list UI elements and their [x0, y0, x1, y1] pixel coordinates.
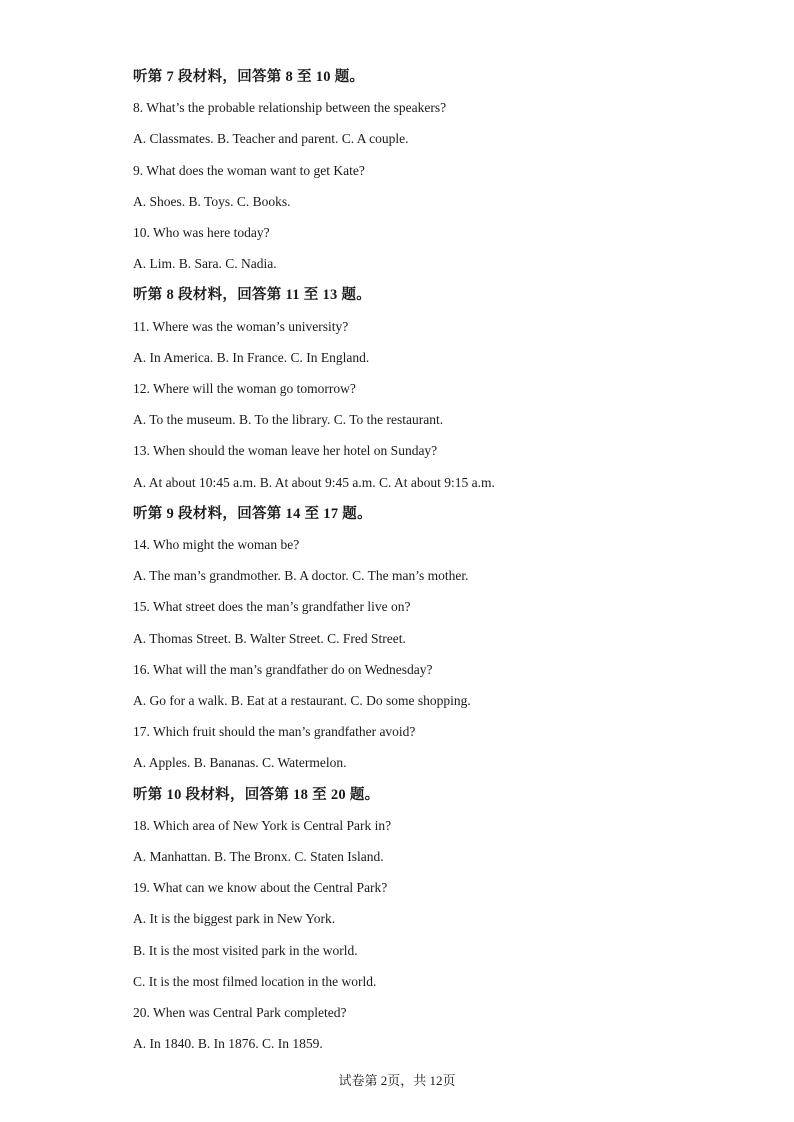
- question-line: 15. What street does the man’s grandfather live on?: [133, 599, 411, 614]
- question-line: 19. What can we know about the Central Park?: [133, 880, 388, 895]
- question-line: 16. What will the man’s grandfather do on Wednesday?: [133, 662, 433, 677]
- question-line: 17. Which fruit should the man’s grandfather avoid?: [133, 724, 416, 739]
- section-heading: 听第 9 段材料，回答第 14 至 17 题。: [133, 506, 372, 522]
- section-heading: 听第 8 段材料，回答第 11 至 13 题。: [133, 287, 372, 303]
- question-line: 18. Which area of New York is Central Park in?: [133, 818, 392, 833]
- options-line: A. In 1840. B. In 1876. C. In 1859.: [133, 1036, 323, 1051]
- options-line: A. Thomas Street. B. Walter Street. C. Fred Street.: [133, 631, 406, 646]
- section-heading: 听第 10 段材料，回答第 18 至 20 题。: [133, 787, 380, 803]
- options-line: C. It is the most filmed location in the world.: [133, 974, 377, 989]
- options-line: A. It is the biggest park in New York.: [133, 911, 336, 926]
- options-line: A. Lim. B. Sara. C. Nadia.: [133, 256, 277, 271]
- options-line: B. It is the most visited park in the world.: [133, 943, 358, 958]
- options-line: A. To the museum. B. To the library. C. To the restaurant.: [133, 412, 444, 427]
- page-footer: 试卷第 2页，共 12页: [338, 1073, 456, 1088]
- question-line: 11. Where was the woman’s university?: [133, 319, 349, 334]
- options-line: A. The man’s grandmother. B. A doctor. C. The man’s mother.: [133, 568, 469, 583]
- section-heading: 听第 7 段材料，回答第 8 至 10 题。: [133, 69, 365, 85]
- question-line: 8. What’s the probable relationship between the speakers?: [133, 100, 447, 115]
- question-line: 9. What does the woman want to get Kate?: [133, 163, 365, 178]
- options-line: A. Go for a walk. B. Eat at a restaurant. C. Do some shopping.: [133, 693, 471, 708]
- question-line: 13. When should the woman leave her hotel on Sunday?: [133, 443, 438, 458]
- question-line: 12. Where will the woman go tomorrow?: [133, 381, 356, 396]
- options-line: A. Manhattan. B. The Bronx. C. Staten Island.: [133, 849, 384, 864]
- options-line: A. Classmates. B. Teacher and parent. C. A couple.: [133, 131, 409, 146]
- options-line: A. At about 10:45 a.m. B. At about 9:45 a.m. C. At about 9:15 a.m.: [133, 475, 495, 490]
- question-line: 10. Who was here today?: [133, 225, 270, 240]
- question-line: 14. Who might the woman be?: [133, 537, 300, 552]
- question-line: 20. When was Central Park completed?: [133, 1005, 347, 1020]
- options-line: A. Apples. B. Bananas. C. Watermelon.: [133, 755, 347, 770]
- options-line: A. In America. B. In France. C. In England.: [133, 350, 370, 365]
- options-line: A. Shoes. B. Toys. C. Books.: [133, 194, 291, 209]
